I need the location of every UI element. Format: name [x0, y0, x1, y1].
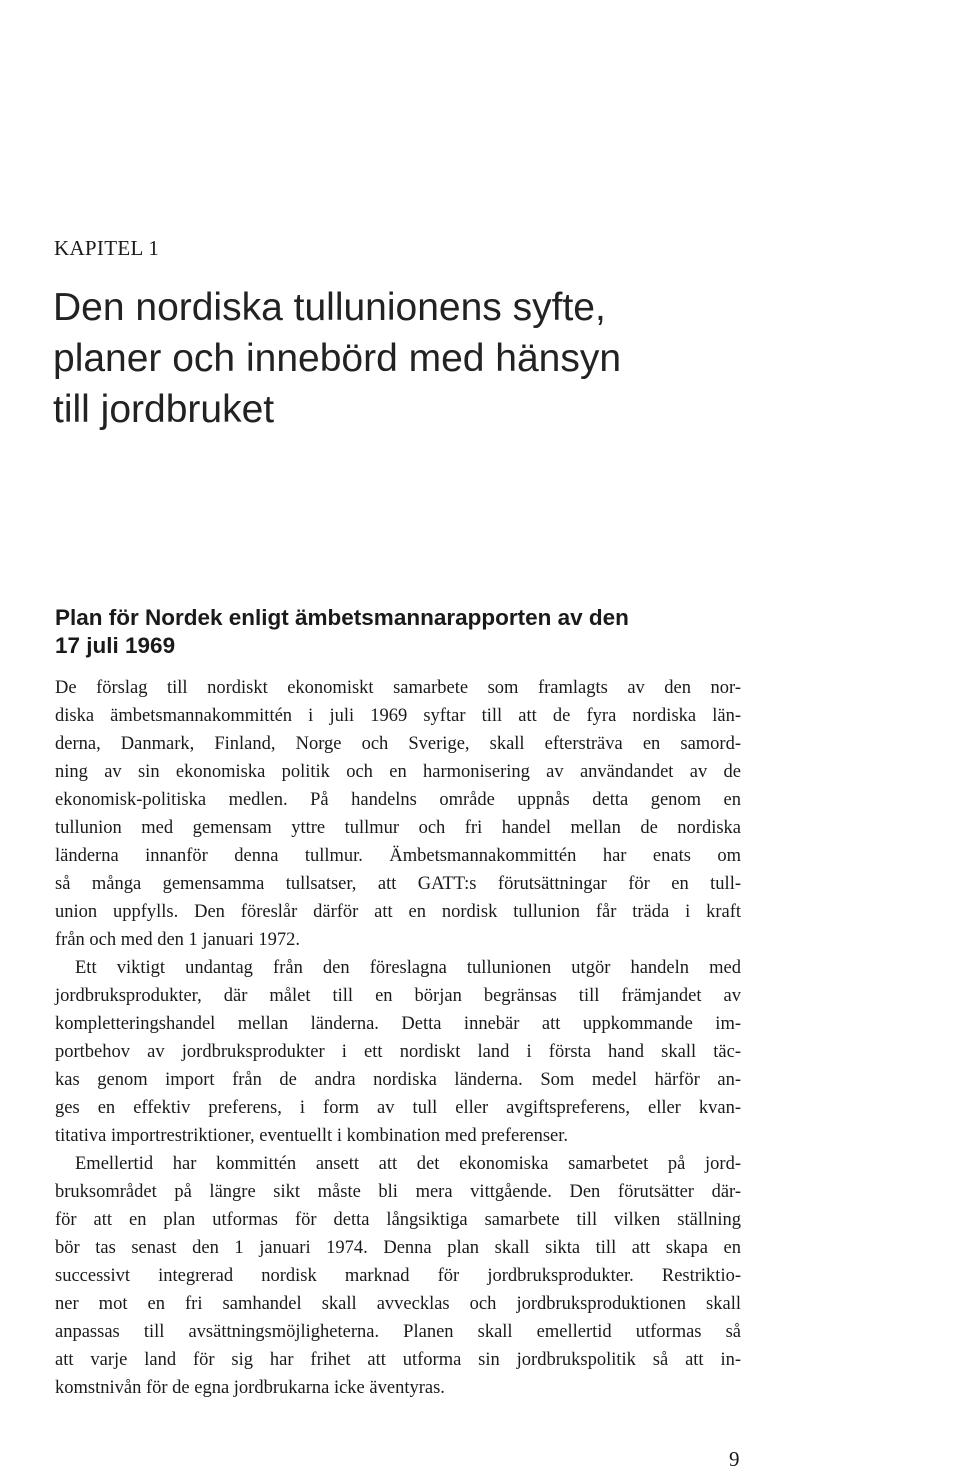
- text-line: diska ämbetsmannakommittén i juli 1969 syftar till att de fyra nordiska län-: [55, 706, 741, 726]
- text-line: De förslag till nordiskt ekonomiskt samarbete som framlagts av den nor-: [55, 678, 741, 698]
- text-line: bruksområdet på längre sikt måste bli mera vittgående. Den förutsätter där-: [55, 1182, 741, 1202]
- text-line: så många gemensamma tullsatser, att GATT:s förutsättningar för en tull-: [55, 874, 741, 894]
- text-line: union uppfylls. Den föreslår därför att en nordisk tullunion får träda i kraft: [55, 902, 741, 922]
- chapter-title-line: planer och innebörd med hänsyn: [53, 337, 622, 380]
- chapter-title: [53, 282, 813, 435]
- text-line: ning av sin ekonomiska politik och en harmonisering av användandet av de: [55, 762, 741, 782]
- text-line: ges en effektiv preferens, i form av tull eller avgiftspreferens, eller kvan-: [55, 1098, 741, 1118]
- section-heading-line: Plan för Nordek enligt ämbetsmannarapporten av den: [55, 605, 629, 630]
- chapter-title-line: till jordbruket: [53, 388, 275, 431]
- text-line: ekonomisk-politiska medlen. På handelns område uppnås detta genom en: [55, 790, 741, 810]
- body-text: [55, 674, 741, 1402]
- text-line: kas genom import från de andra nordiska länderna. Som medel härför an-: [55, 1070, 741, 1090]
- text-line: titativa importrestriktioner, eventuellt i kombination med preferenser.: [55, 1126, 568, 1146]
- paragraph: [55, 674, 741, 954]
- text-line: derna, Danmark, Finland, Norge och Sverige, skall eftersträva en samord-: [55, 734, 741, 754]
- text-line: tullunion med gemensam yttre tullmur och fri handel mellan de nordiska: [55, 818, 741, 838]
- text-line: successivt integrerad nordisk marknad för jordbruksprodukter. Restriktio-: [55, 1266, 741, 1286]
- chapter-title-line: Den nordiska tullunionens syfte,: [53, 286, 606, 329]
- paragraph: [55, 954, 741, 1150]
- text-line: Ett viktigt undantag från den föreslagna tullunionen utgör handeln med: [75, 958, 741, 978]
- text-line: ner mot en fri samhandel skall avvecklas och jordbruksproduktionen skall: [55, 1294, 741, 1314]
- text-line: för att en plan utformas för detta långsiktiga samarbete till vilken ställning: [55, 1210, 741, 1230]
- chapter-label: KAPITEL 1: [54, 236, 160, 260]
- text-line: länderna innanför denna tullmur. Ämbetsmannakommittén har enats om: [55, 846, 741, 866]
- text-line: från och med den 1 januari 1972.: [55, 930, 301, 950]
- text-line: portbehov av jordbruksprodukter i ett nordiskt land i första hand skall täc-: [55, 1042, 741, 1062]
- text-line: anpassas till avsättningsmöjligheterna. Planen skall emellertid utformas så: [55, 1322, 741, 1342]
- section-heading-line: 17 juli 1969: [55, 633, 176, 658]
- section-heading: [55, 604, 775, 660]
- text-line: att varje land för sig har frihet att utforma sin jordbrukspolitik så att in-: [55, 1350, 741, 1370]
- text-line: Emellertid har kommittén ansett att det ekonomiska samarbetet på jord-: [75, 1154, 741, 1174]
- text-line: kompletteringshandel mellan länderna. Detta innebär att uppkommande im-: [55, 1014, 741, 1034]
- text-line: komstnivån för de egna jordbrukarna icke äventyras.: [55, 1378, 445, 1398]
- page-number: 9: [729, 1447, 740, 1471]
- paragraph: [55, 1150, 741, 1402]
- text-line: bör tas senast den 1 januari 1974. Denna plan skall sikta till att skapa en: [55, 1238, 741, 1258]
- text-line: jordbruksprodukter, där målet till en början begränsas till främjandet av: [55, 986, 741, 1006]
